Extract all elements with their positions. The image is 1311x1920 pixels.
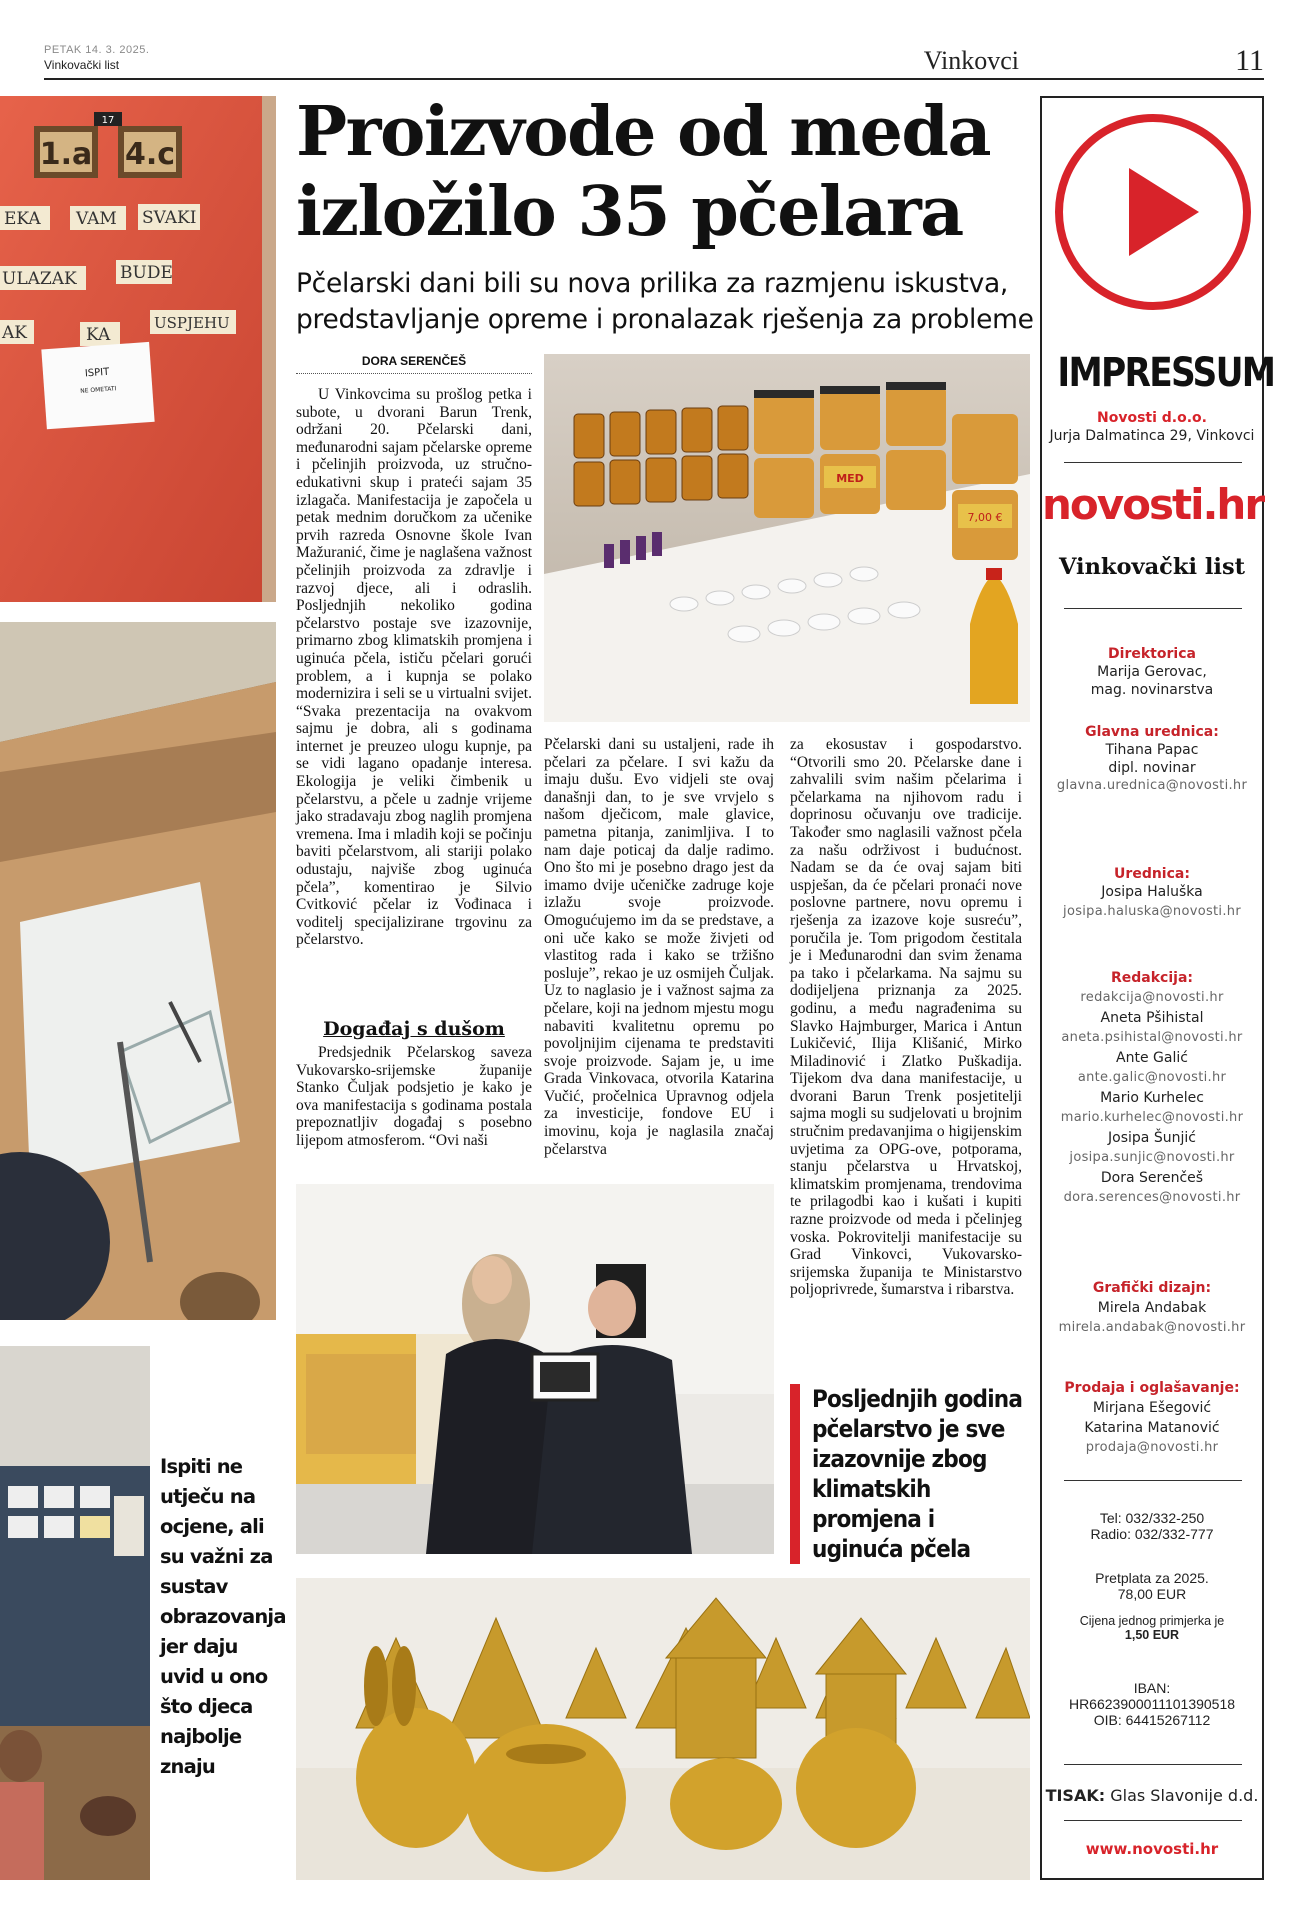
staff-email[interactable]: mario.kurhelec@novosti.hr (1060, 1110, 1244, 1125)
door-word: SVAKI (142, 208, 197, 228)
chief-editor-title: dipl. novinar (1108, 760, 1196, 776)
door-word: USPJEHU (154, 314, 230, 332)
staff-name: Josipa Šunjić (1108, 1130, 1196, 1146)
section-title: Događaj s dušom (323, 1018, 505, 1040)
pullquote: Posljednjih godina pčelarstvo je sve izazovnije zbog klimatskih promjena i uginuća pčela (790, 1384, 1030, 1564)
iban-value: HR6623900011101390518 (1068, 1696, 1236, 1712)
divider (1064, 1820, 1242, 1821)
issue-date: PETAK 14. 3. 2025. (44, 44, 150, 56)
divider (1064, 1480, 1242, 1481)
door-word: BUDE (120, 263, 173, 283)
director-role: Direktorica (1108, 646, 1196, 662)
editor-role: Urednica: (1114, 866, 1190, 882)
staff-name: Mario Kurhelec (1100, 1090, 1204, 1106)
divider (1064, 1764, 1242, 1765)
door-word: ULAZAK (2, 269, 77, 289)
exam-desk-photo (0, 622, 276, 1320)
honey-jars-photo (544, 354, 1030, 722)
door-sign-subtext: NE OMETATI (80, 385, 117, 395)
sales-role: Prodaja i oglašavanje: (1064, 1380, 1240, 1396)
impressum-box (1040, 96, 1275, 1880)
door-word: EKA (4, 209, 41, 229)
newsroom-email[interactable]: redakcija@novosti.hr (1080, 990, 1224, 1005)
headline-line-2: izložilo 35 pčelara (296, 172, 963, 252)
impressum-title: IMPRESSUM (1057, 350, 1275, 396)
design-role: Grafički dizajn: (1092, 1280, 1212, 1296)
door-sign-text: ISPIT (84, 366, 110, 380)
award-ceremony-photo (296, 1184, 774, 1554)
editor-email[interactable]: josipa.haluska@novosti.hr (1063, 904, 1241, 919)
director-title: mag. novinarstva (1090, 682, 1214, 698)
printer-name: Glas Slavonije d.d. (1110, 1786, 1259, 1805)
oib-value: OIB: 64415267112 (1093, 1712, 1211, 1728)
subscription-label: Pretplata za 2025. (1095, 1570, 1209, 1586)
article-paragraph: Predsjednik Pčelarskog saveza Vukovarsko-srijemske županije Stanko Čuljak podsjetio je kako je ova manifestacija s godinama postala prepoznatljiv događaj s posebno lijepom atmosferom. “Ovi naši (296, 1044, 532, 1149)
chief-editor-role: Glavna urednica: (1085, 724, 1219, 740)
jar-price-text: 7,00 € (967, 511, 1003, 524)
page-number: 11 (1235, 44, 1264, 77)
article-paragraph: za ekosustav i gospodarstvo. “Otvorili smo 20. Pčelarske dane i zahvalili svim našim pčelarima i pčelarkama na njihovom radu i doprinosu očuvanju ove tradicije. Također smo naglasili važnost pčela za našu održivost i budućnost. Nadam se da će ovaj sajam biti uspješan, da će pčelari pronaći nove poslovne partnere, novu opremu i rješenja za izazove koje susreću”, poručila je. Tom prigodom čestitala je i Međunarodni dan svim ženama pa tako i pčelarkama. Na sajmu su dodijeljena priznanja za 2025. godinu, a među nagrađenima su Slavko Hajmburger, Marica i Antun Lukičević, Ilija Klišanić, Mirko Miladinović i Zlatko Puškadija. Tijekom dva dana manifestacije, u dvorani Barun Trenk posjetitelji sajma mogli su sudjelovati u brojnim stručnim predavanjima o higijenskim uvjetima za OPG-ove, potporama, stanju pčelarstva u Hrvatskoj, klimatskim promjenama, trendovima te prilagodbi kao i kušati i kupiti razne proizvode od meda i pčelinjeg voska. Pokrovitelji manifestacije su Grad Vinkovci, Vukovarsko-srijemska županija te Ministarstvo poljoprivrede, šumarstva i ribarstva. (790, 736, 1022, 1299)
subscription-price: 78,00 EUR (1117, 1586, 1187, 1602)
jar-label-text: MED (836, 472, 864, 485)
vinkovacki-list-logo: Vinkovački list (1058, 554, 1246, 580)
sales-name: Mirjana Ešegović (1092, 1400, 1212, 1416)
door-word: KA (86, 325, 111, 345)
novosti-logo: novosti.hr (1042, 480, 1264, 529)
design-name: Mirela Andabak (1097, 1300, 1207, 1316)
headline-line-1: Proizvode od meda (296, 92, 991, 172)
article-column-3 (790, 736, 1022, 1299)
phone-number: Tel: 032/332-250 (1099, 1510, 1205, 1526)
article-column-1-continued (296, 1044, 532, 1150)
classroom-photo (0, 1346, 150, 1880)
article-paragraph: U Vinkovcima su prošlog petka i subote, u dvorani Barun Trenk, održani 20. Pčelarski dani, međunarodni sajam pčelarske opreme i pčelinjih proizvoda, uz stručno-edukativni skup i prateći sajam 35 izlagača. Manifestacija je započela u petak mednim doručkom za učenike prvih razreda Osnovne škole Ivan Mažuranić, čime je naglašena važnost pčelinjih proizvoda za zdravlje i razvoj djece, ali i odraslih. Posljednjih nekoliko godina pčelarstvo postaje sve izazovnije, primarno zbog klimatskih promjena i uginuća pčela, ističu pčelari gorući problem, a i kupnja se polako modernizira i seli se u virtualni svijet. “Svaka prezentacija na ovakvom sajmu je dobra, ali s godinama internet je preuzeo ulogu kupnje, pa se vidi lagano opadanje interesa. Ekologija je veliki čimbenik u pčelarstvu, a pčele u zadnje vrijeme jako stradavaju zbog naglih promjena vremena. Ima i mladih koji se počinju baviti pčelarstvom, ali stariji polako odustaju, najviše zbog uginuća pčela”, komentirao je Silvio Cvitković pčelar iz Vođinaca i voditelj specijalizirane trgovinu za pčelarstvo. (296, 386, 532, 949)
play-icon (1053, 112, 1253, 312)
divider (1064, 608, 1242, 609)
article-byline: DORA SERENČEŠ (296, 354, 532, 374)
printer-info (1042, 1786, 1262, 1805)
paper-name: Vinkovački list (44, 58, 120, 72)
chief-editor-name: Tihana Papac (1105, 742, 1199, 758)
publisher-address: Jurja Dalmatinca 29, Vinkovci (1049, 428, 1255, 444)
section-name: Vinkovci (923, 46, 1019, 75)
side-story-caption: Ispiti ne utječu na ocjene, ali su važni za sustav obrazovanja jer daju uvid u ono što djeca najbolje znaju (160, 1455, 286, 1778)
article-column-2 (544, 736, 774, 1158)
director-name: Marija Gerovac, (1097, 664, 1207, 680)
editor-name: Josipa Haluška (1101, 884, 1203, 900)
door-word: VAM (76, 209, 117, 229)
radio-number: Radio: 032/332-777 (1090, 1526, 1214, 1542)
door-room-number: 17 (101, 115, 115, 126)
door-word: AK (2, 323, 27, 343)
staff-email[interactable]: josipa.sunjic@novosti.hr (1069, 1150, 1235, 1165)
staff-email[interactable]: aneta.psihistal@novosti.hr (1061, 1030, 1243, 1045)
chief-editor-email[interactable]: glavna.urednica@novosti.hr (1056, 778, 1248, 793)
staff-email[interactable]: dora.serences@novosti.hr (1063, 1190, 1241, 1205)
article-headline (296, 92, 1031, 252)
door-class-label-1: 1.a (39, 137, 93, 172)
sales-name: Katarina Matanović (1084, 1420, 1220, 1436)
publisher-name: Novosti d.o.o. (1097, 410, 1207, 426)
website-link[interactable]: www.novosti.hr (1085, 1840, 1219, 1858)
classroom-door-photo (0, 96, 276, 602)
single-copy-label: Cijena jednog primjerka je (1079, 1614, 1225, 1628)
article-subheadline: Pčelarski dani bili su nova prilika za razmjenu iskustva, predstavljanje opreme i pronalazak rješenja za probleme (296, 268, 1034, 335)
sales-email[interactable]: prodaja@novosti.hr (1085, 1440, 1219, 1455)
newsroom-role: Redakcija: (1111, 970, 1193, 986)
iban-label: IBAN: (1133, 1680, 1171, 1696)
door-class-label-2: 4.c (124, 137, 176, 172)
printer-label: TISAK: (1045, 1786, 1106, 1805)
staff-name: Ante Galić (1116, 1050, 1188, 1066)
divider (1064, 462, 1242, 463)
beeswax-candles-photo (296, 1578, 1030, 1880)
article-column-1 (296, 386, 532, 949)
article-paragraph: Pčelarski dani su ustaljeni, rade ih pčelari za pčelare. I svi kažu da imaju dušu. Evo vidjeli ste ovaj današnji dan, to je sve vrvjelo s našom dječicom, male glavice, pametna pitanja, zanimljiva. I to nam daje poticaj da dalje radimo. Ono što mi je posebno drago jest da imamo dvije učeničke zadruge koje izlažu svoje proizvode. Omogućujemo im da se predstave, a oni uče kako se može živjeti od vlastitog rada i kako se tržišno posluje”, rekao je uz osmijeh Čuljak. Uz to naglasio je i važnost sajma za pčelare, koji na jednom mjestu mogu nabaviti kvalitetnu opremu po povoljnijim cijenama te predstaviti svoje proizvode. Sajam je, u ime Grada Vinkovaca, otvorila Katarina Vučić, pročelnica Upravnog odjela za investicije, fondove EU i imovinu, koja je naglasila značaj pčelarstva (544, 736, 774, 1158)
staff-name: Aneta Pšihistal (1100, 1010, 1204, 1026)
staff-email[interactable]: ante.galic@novosti.hr (1077, 1070, 1227, 1085)
single-copy-price: 1,50 EUR (1124, 1628, 1180, 1642)
masthead (44, 44, 1264, 80)
design-email[interactable]: mirela.andabak@novosti.hr (1058, 1320, 1246, 1335)
staff-name: Dora Serenčeš (1100, 1170, 1204, 1186)
